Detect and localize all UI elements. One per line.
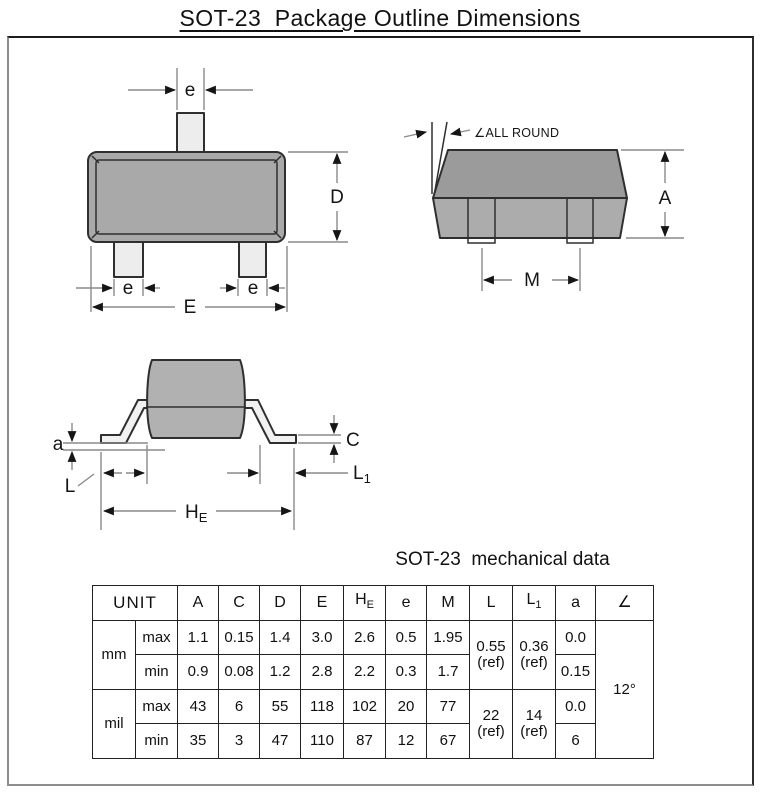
mechanical-data-table [92, 585, 654, 759]
header-col-l1: $L_1$ [513, 586, 556, 621]
side-top-face [433, 150, 627, 198]
header-col-angle: ∠ [596, 586, 654, 621]
cell-mil-min-a: 35 [178, 724, 219, 759]
row-mm-min [93, 655, 654, 690]
cell-mm-max-label: max [136, 621, 178, 655]
cell-mil-max-a: 43 [178, 690, 219, 724]
front-dim-d: D [330, 187, 344, 208]
cell-mil-max-m: 77 [427, 690, 470, 724]
header-col-e-small: e [386, 586, 427, 621]
front-dim-e-overall: E [183, 297, 197, 318]
l1-ref: (ref) [520, 723, 548, 740]
cell-mil-l [470, 690, 513, 759]
header-col-e: E [301, 586, 344, 621]
cell-mil-max-a-small: 0.0 [556, 690, 596, 724]
header-col-a: A [178, 586, 219, 621]
header-col-l: L [470, 586, 513, 621]
profile-view [53, 360, 371, 530]
profile-dim-a: a [52, 434, 64, 455]
profile-lead-right [240, 400, 296, 443]
table-title: SOT-23 mechanical data [395, 549, 610, 570]
page-title: SOT-23 Package Outline Dimensions [179, 5, 581, 31]
profile-lead-left [101, 400, 152, 443]
cell-mil-min-e: 110 [301, 724, 344, 759]
front-dim-e-top: e [184, 80, 196, 101]
side-front-face [433, 198, 627, 238]
cell-mm-max-a: 1.1 [178, 621, 219, 655]
l-ref: (ref) [477, 654, 505, 671]
cell-mm-max-m: 1.95 [427, 621, 470, 655]
cell-mm-min-label: min [136, 655, 178, 690]
header-unit: UNIT [93, 586, 178, 621]
front-view [76, 68, 348, 318]
front-body-frame [88, 152, 285, 242]
cell-mil-max-label: max [136, 690, 178, 724]
cell-mil-min-c: 3 [219, 724, 260, 759]
cell-mm-max-a-small: 0.0 [556, 621, 596, 655]
cell-mm-max-d: 1.4 [260, 621, 301, 655]
cell-mm-min-a-small: 0.15 [556, 655, 596, 690]
cell-mil-min-e-small: 12 [386, 724, 427, 759]
cell-mil-max-he: 102 [344, 690, 386, 724]
cell-mm-min-e-small: 0.3 [386, 655, 427, 690]
cell-mm-min-e: 2.8 [301, 655, 344, 690]
cell-mil-min-m: 67 [427, 724, 470, 759]
row-mil-min [93, 724, 654, 759]
cell-mm-min-m: 1.7 [427, 655, 470, 690]
cell-mil-max-d: 55 [260, 690, 301, 724]
front-bottom-pin-right [239, 238, 266, 277]
header-col-d: D [260, 586, 301, 621]
cell-mm-max-e: 3.0 [301, 621, 344, 655]
l1-ref: (ref) [520, 654, 548, 671]
profile-body [147, 360, 245, 438]
cell-mil-l1 [513, 690, 556, 759]
profile-dim-c: C [346, 430, 360, 451]
l-ref: (ref) [477, 723, 505, 740]
l1-value: 14 [525, 707, 543, 724]
cell-mil-min-label: min [136, 724, 178, 759]
cell-mil-min-he: 87 [344, 724, 386, 759]
cell-mm-min-c: 0.08 [219, 655, 260, 690]
cell-mm-l1 [513, 621, 556, 690]
front-top-pin [177, 113, 204, 155]
row-mm-max [93, 621, 654, 655]
cell-mm-max-he: 2.6 [344, 621, 386, 655]
side-note-all-round: ∠ALL ROUND [474, 126, 560, 140]
cell-mil-min-d: 47 [260, 724, 301, 759]
side-dim-m: M [524, 270, 540, 291]
l-value: 0.55 [476, 638, 506, 655]
header-col-he: $H_E$ [344, 586, 386, 621]
cell-mm-max-e-small: 0.5 [386, 621, 427, 655]
cell-mil-max-e-small: 20 [386, 690, 427, 724]
header-col-m: M [427, 586, 470, 621]
l-value: 22 [482, 707, 500, 724]
header-col-c: C [219, 586, 260, 621]
profile-dim-l: L [64, 476, 76, 497]
cell-mm-l [470, 621, 513, 690]
cell-mil-min-a-small: 6 [556, 724, 596, 759]
front-dim-e-right: e [247, 278, 259, 299]
profile-dim-he: $H_E$ [185, 502, 208, 525]
profile-dim-l1: $L_1$ [353, 463, 371, 486]
cell-mm-min-he: 2.2 [344, 655, 386, 690]
header-col-a-small: a [556, 586, 596, 621]
cell-unit-mil: mil [93, 690, 136, 759]
side-dim-a: A [658, 188, 672, 209]
cell-mm-min-d: 1.2 [260, 655, 301, 690]
cell-mil-max-c: 6 [219, 690, 260, 724]
row-mil-max [93, 690, 654, 724]
l1-value: 0.36 [519, 638, 549, 655]
cell-angle-value: 12° [596, 621, 654, 759]
side-view [404, 122, 684, 291]
cell-mm-min-a: 0.9 [178, 655, 219, 690]
cell-mm-max-c: 0.15 [219, 621, 260, 655]
front-dim-e-left: e [122, 278, 134, 299]
cell-unit-mm: mm [93, 621, 136, 690]
front-bottom-pin-left [114, 238, 143, 277]
cell-mil-max-e: 118 [301, 690, 344, 724]
table-header-row [93, 586, 654, 621]
